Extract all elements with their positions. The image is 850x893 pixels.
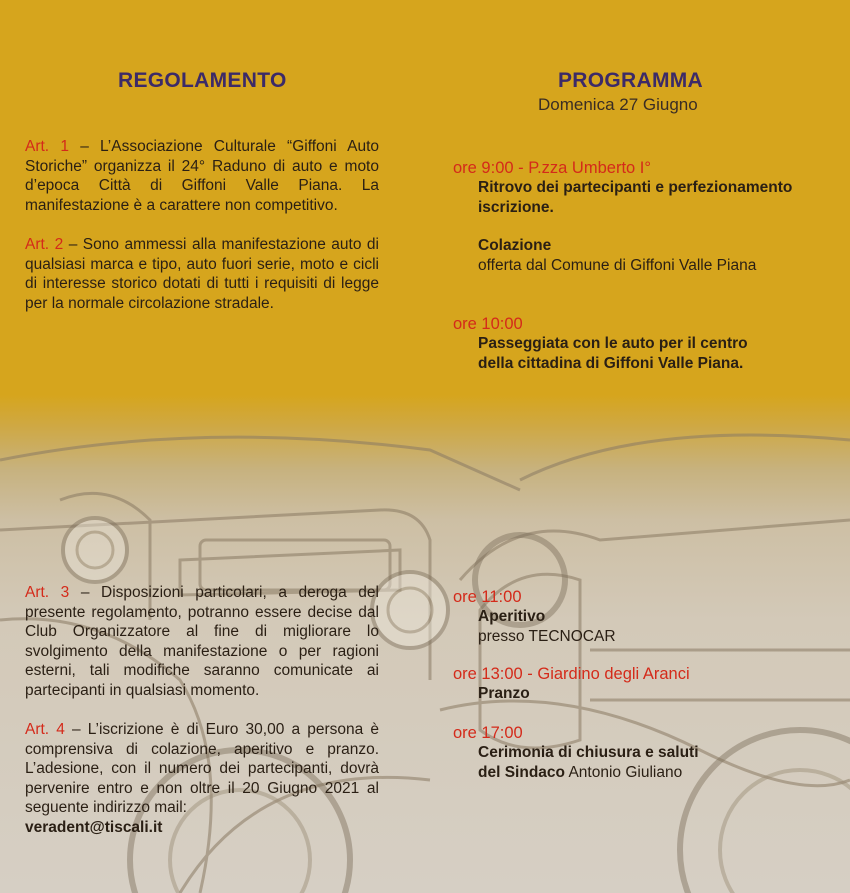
regolamento-title: REGOLAMENTO	[118, 69, 287, 92]
article-text: – Sono ammessi alla manifestazione auto di qualsiasi marca e tipo, auto fuori serie, moto e cicli di interesse storico dotati di tutti i requisiti di legge per la normale circolazione stradale.	[25, 236, 379, 312]
event-title: Cerimonia di chiusura e saluti	[478, 744, 699, 761]
article-2	[25, 235, 379, 313]
event-title: Aperitivo	[478, 608, 546, 625]
event-1300	[453, 664, 833, 704]
event-1000	[453, 314, 833, 373]
event-title-cont: della cittadina di Giffoni Valle Piana.	[478, 354, 744, 372]
event-time: ore 10:00	[453, 315, 523, 333]
article-label: Art. 1	[25, 138, 69, 155]
event-time: ore 13:00 - Giardino degli Aranci	[453, 665, 690, 683]
event-title: Pranzo	[478, 685, 530, 702]
article-label: Art. 3	[25, 584, 70, 601]
article-label: Art. 4	[25, 721, 65, 738]
article-1	[25, 137, 379, 215]
article-text: – L’iscrizione è di Euro 30,00 a persona è comprensiva di colazione, aperitivo e pranzo. L’adesione, con il numero dei partecipanti, dovrà pervenire entro e non oltre il 20 Giugno 2021 al seguente indirizzo mail:	[25, 721, 379, 816]
event-date: Domenica 27 Giugno	[538, 95, 698, 114]
programma-title: PROGRAMMA	[558, 69, 704, 92]
article-4	[25, 720, 379, 837]
event-detail: presso TECNOCAR	[478, 627, 616, 645]
article-3	[25, 583, 379, 700]
event-title-cont: iscrizione.	[478, 198, 554, 216]
article-text: – Disposizioni particolari, a deroga del presente regolamento, potranno essere decise dal Club Organizzatore al fine di migliorare lo svolgimento della manifestazione o per ragioni esterni, tali modifiche saranno comunicate ai partecipanti in qualsiasi momento.	[25, 584, 379, 699]
event-detail: offerta dal Comune di Giffoni Valle Piana	[478, 256, 757, 274]
event-title: Passeggiata con le auto per il centro	[478, 335, 748, 352]
event-time: ore 9:00 - P.zza Umberto I°	[453, 159, 651, 177]
article-text: – L’Associazione Culturale “Giffoni Auto Storiche” organizza il 24° Raduno di auto e moto d’epoca Città di Giffoni Valle Piana. La manifestazione è a carattere non competitivo.	[25, 138, 379, 214]
event-detail: Antonio Giuliano	[565, 763, 683, 781]
event-1100	[453, 587, 833, 646]
article-label: Art. 2	[25, 236, 64, 253]
event-0900	[453, 158, 833, 275]
contact-email[interactable]: veradent@tiscali.it	[25, 818, 163, 836]
event-1700	[453, 723, 833, 782]
event-title-cont: del Sindaco	[478, 763, 565, 781]
event-subtitle: Colazione	[478, 237, 552, 254]
event-time: ore 17:00	[453, 724, 523, 742]
event-title: Ritrovo dei partecipanti e perfezionamento	[478, 179, 793, 196]
event-time: ore 11:00	[453, 588, 522, 606]
